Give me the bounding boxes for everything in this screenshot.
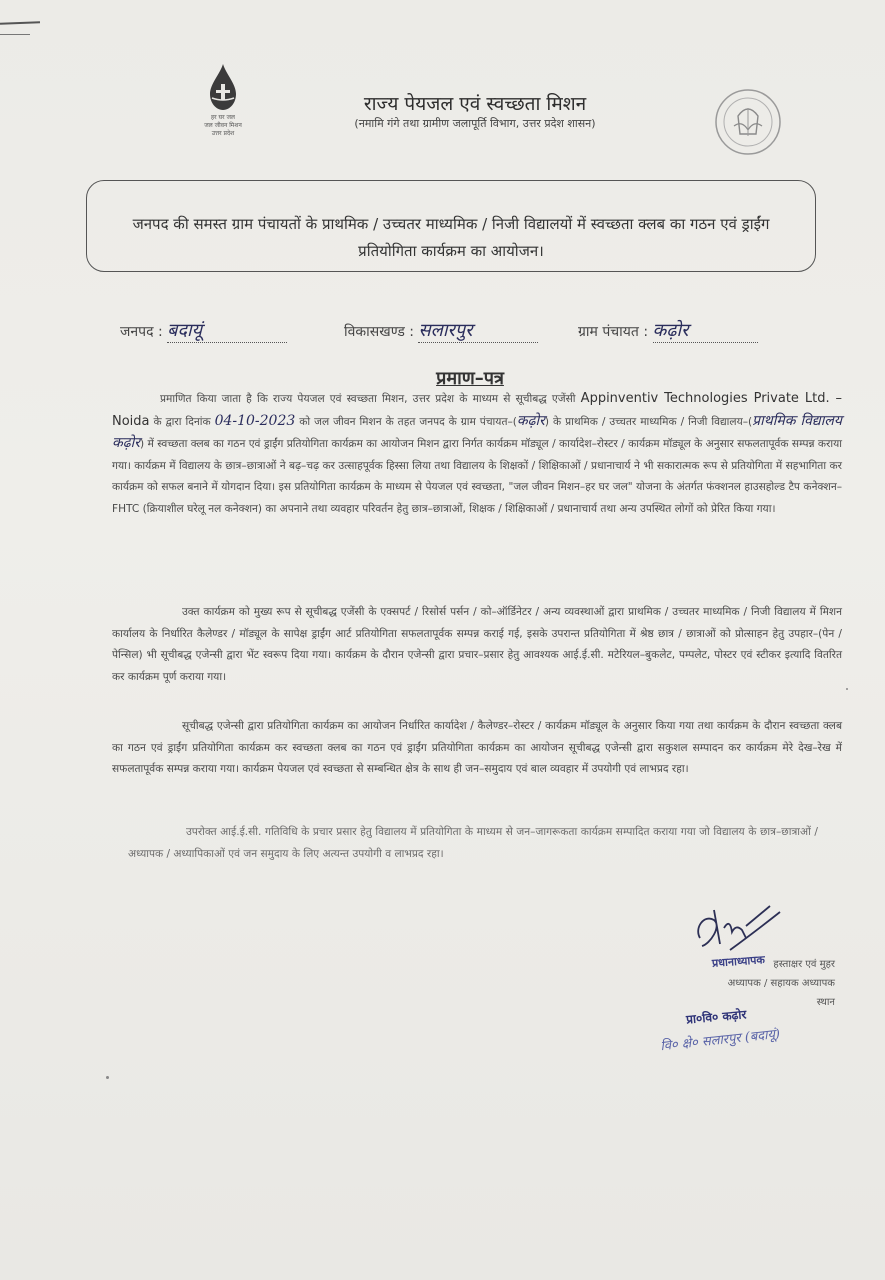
certificate-title: प्रमाण–पत्र (436, 368, 504, 389)
p1-text-b: के द्वारा दिनांक (153, 415, 211, 428)
scan-mark (0, 34, 30, 35)
signoff-line-3: स्थान (816, 997, 835, 1008)
jal-jeevan-mission-logo (190, 62, 256, 152)
signature (680, 888, 800, 958)
panchayat-label: ग्राम पंचायत : (578, 324, 649, 340)
signoff-line-2: अध्यापक / सहायक अध्यापक (727, 978, 835, 989)
panchayat-field (578, 318, 758, 343)
block-label: विकासखण्ड : (344, 324, 415, 340)
event-date: 04-10-2023 (214, 412, 296, 429)
paragraph-2 (112, 602, 842, 688)
district-label: जनपद : (120, 324, 163, 340)
subject-box (86, 180, 816, 272)
school-name: प्राथमिक विद्यालय कढ़ोर (112, 412, 842, 451)
subject-text: जनपद की समस्त ग्राम पंचायतों के प्राथमिक / उच्चतर माध्यमिक / निजी विद्यालयों में स्वच्छता क्लब का गठन एवं ड्राईंग प्रतियोगिता कार्यक्रम का आयोजन। (132, 215, 770, 260)
signoff-line-1: हस्ताक्षर एवं मुहर (773, 959, 835, 970)
panchayat-value: कढ़ोर (652, 320, 689, 341)
agency-name: Appinventiv Technologies Private Ltd. – Noida (112, 391, 842, 429)
scan-speck (846, 688, 848, 690)
logo-region: उत्तर प्रदेश (211, 130, 235, 137)
p1-text-d: ) के प्राथमिक / उच्चतर माध्यमिक / निजी विद्यालय–( (544, 415, 753, 428)
village-name: कढ़ोर (516, 412, 545, 429)
p1-text-c: को जल जीवन मिशन के तहत जनपद के ग्राम पंचायत–( (299, 415, 517, 428)
stamp-headmaster: प्रधानाध्यापक (711, 953, 766, 970)
scan-mark (0, 21, 40, 24)
organisation-title: राज्य पेयजल एवं स्वच्छता मिशन (363, 93, 587, 115)
stamp-school: प्रा०वि० कढ़ोर (685, 1007, 747, 1027)
paragraph-1 (112, 388, 842, 520)
government-emblem (712, 80, 784, 166)
organisation-subtitle: (नमामि गंगे तथा ग्रामीण जलापूर्ति विभाग, उत्तर प्रदेश शासन) (354, 117, 596, 130)
logo-tagline: हर घर जल (211, 114, 235, 121)
p1-text-e: ) में स्वच्छता क्लब का गठन एवं ड्राईंग प्रतियोगिता कार्यक्रम का आयोजन मिशन द्वारा निर्गत कार्यक्रम मॉड्यूल / कार्यादेश–रोस्टर / कार्यक्रम मॉड्यूल के अनुसार सफलतापूर्वक सम्पन्न कराया गया। कार्यक्रम में विद्यालय के छात्र–छात्राओं ने बढ़–चढ़ कर उत्साहपूर्वक हिस्सा लिया तथा विद्यालय के शिक्षकों / शिक्षिकाओं / प्रधानाचार्य ने भी सकारात्मक रूप से प्रतियोगिता में सहभागिता कर कार्यक्रम को सफल बनाने में योगदान दिया। इस प्रतियोगिता कार्यक्रम के माध्यम से पेयजल एवं स्वच्छता, "जल जीवन मिशन–हर घर जल" योजना के अंतर्गत फंक्शनल हाउसहोल्ड टैप कनेक्शन–FHTC (क्रियाशील घरेलू नल कनेक्शन) का अपनाने तथा व्यवहार परिवर्तन हेतु छात्र–छात्राओं, शिक्षक / शिक्षिकाओं / प्रधानाचार्य तथा अन्य उपस्थित लोगों को प्रेरित किया गया। (112, 438, 843, 515)
p3-text: सूचीबद्ध एजेन्सी द्वारा प्रतियोगिता कार्यक्रम का आयोजन निर्धारित कार्यादेश / कैलेण्डर–रोस्टर / कार्यक्रम मॉड्यूल के अनुसार किया गया तथा कार्यक्रम के दौरान स्वच्छता क्लब का गठन एवं ड्राईंग प्रतियोगिता कार्यक्रम कर स्वच्छता क्लब का गठन एवं ड्राईंग प्रतियोगिता कार्यक्रम का आयोजन सूचीबद्ध एजेन्सी द्वारा सकुशल सम्पादन कर कार्यक्रम मेरे देख–रेख में सफलतापूर्वक सम्पन्न कराया गया। कार्यक्रम पेयजल एवं स्वच्छता से सम्बन्धित क्षेत्र के साथ ही जन–समुदाय एवं बाल व्यवहार में उपयोगी एवं लाभप्रद रहा। (112, 720, 842, 775)
district-value: बदायूं (167, 320, 203, 341)
scan-speck (106, 1076, 109, 1079)
logo-subtagline: जल जीवन मिशन (204, 122, 242, 129)
district-field (120, 318, 287, 343)
paragraph-4 (128, 822, 818, 865)
block-field (344, 318, 538, 343)
p4-text: उपरोक्त आई.ई.सी. गतिविधि के प्रचार प्रसार हेतु विद्यालय में प्रतियोगिता के माध्यम से जन–जागरूकता कार्यक्रम सम्पादित कराया गया जो विद्यालय के छात्र–छात्राओं / अध्यापक / अध्यापिकाओं एवं जन समुदाय के लिए अत्यन्त उपयोगी व लाभप्रद रहा। (128, 826, 818, 860)
paragraph-3 (112, 716, 842, 781)
p2-text: उक्त कार्यक्रम को मुख्य रूप से सूचीबद्ध एजेंसी के एक्सपर्ट / रिसोर्स पर्सन / को–ऑर्डिनेटर / अन्य व्यवस्थाओं द्वारा प्राथमिक / उच्चतर माध्यमिक / निजी विद्यालय में मिशन कार्यालय के निर्धारित कैलेण्डर / मॉड्यूल के सापेक्ष ड्राईंग आर्ट प्रतियोगिता सफलतापूर्वक सम्पन्न कराई गई, इसके उपरान्त प्रतियोगिता में श्रेष्ठ छात्र / छात्राओं को प्रोत्साहन हेतु उपहार–(पेन / पेन्सिल) भी सूचीबद्ध एजेन्सी द्वारा भेंट स्वरूप दिया गया। कार्यक्रम के दौरान एजेन्सी द्वारा प्रचार–प्रसार हेतु आवश्यक आई.ई.सी. मटेरियल–बुकलेट, पम्पलेट, पोस्टर एवं स्टीकर इत्यादि वितरित कर कार्यक्रम पूर्ण कराया गया। (112, 606, 842, 683)
p1-text-a: प्रमाणित किया जाता है कि राज्य पेयजल एवं स्वच्छता मिशन, उत्तर प्रदेश के माध्यम से सूचीबद्ध एजेंसी (160, 393, 576, 405)
block-value: सलारपुर (418, 320, 473, 341)
stamp-area: वि० क्षे० सलारपुर (बदायूं) (659, 1026, 781, 1055)
